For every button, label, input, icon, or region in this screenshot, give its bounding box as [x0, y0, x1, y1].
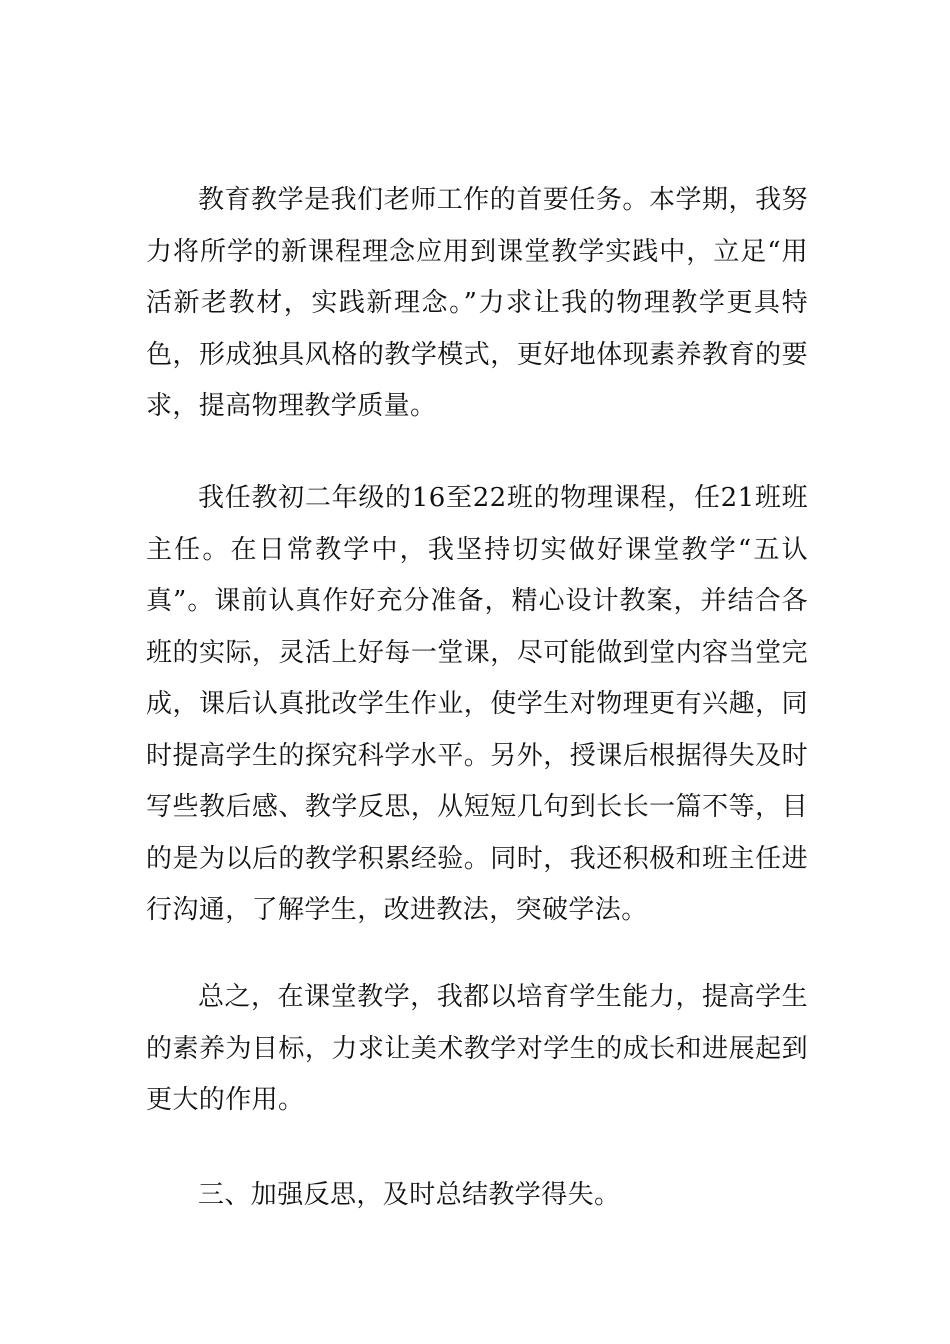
paragraph-teaching-priority: 教育教学是我们老师工作的首要任务。本学期，我努力将所学的新课程理念应用到课堂教学实践中，立足“用活新老教材，实践新理念。”力求让我的物理教学更具特色，形成独具风格的教学模式，更好地体现素养教育的要求，提高物理教学质量。 [146, 185, 808, 421]
section-heading-reflection: 三、加强反思，及时总结教学得失。 [198, 1180, 621, 1210]
paragraph-summary: 总之，在课堂教学，我都以培育学生能力，提高学生的素养为目标，力求让美术教学对学生的成长和进展起到更大的作用。 [146, 982, 808, 1115]
paragraph-class-work: 我任教初二年级的16至22班的物理课程，任21班班主任。在日常教学中，我坚持切实做好课堂教学“五认真”。课前认真作好充分准备，精心设计教案，并结合各班的实际，灵活上好每一堂课，尽可能做到堂内容当堂完成，课后认真批改学生作业，使学生对物理更有兴趣，同时提高学生的探究科学水平。另外，授课后根据得失及时写些教后感、教学反思，从短短几句到长长一篇不等，目的是为以后的教学积累经验。同时，我还积极和班主任进行沟通，了解学生，改进教法，突破学法。 [146, 483, 808, 925]
